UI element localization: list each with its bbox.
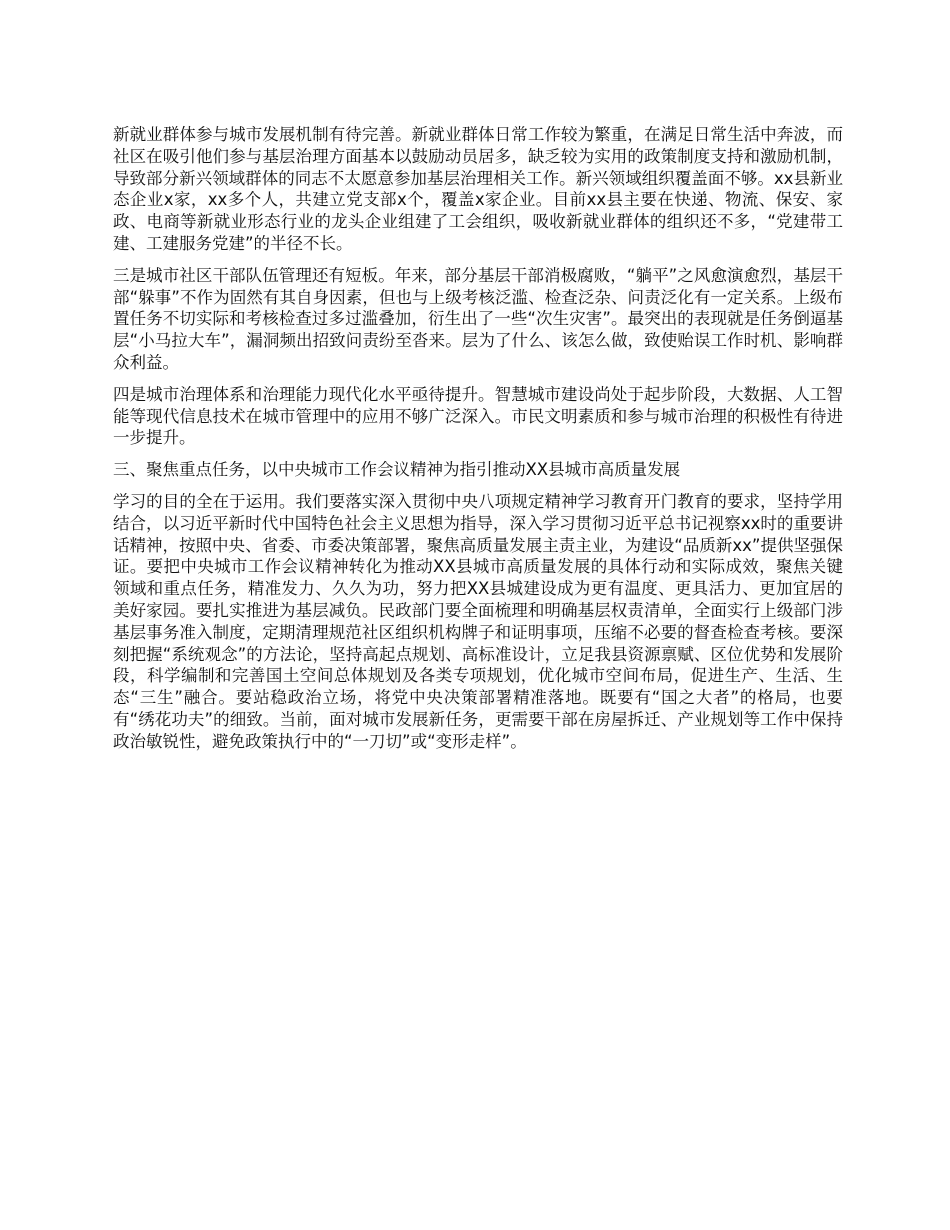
- section-heading: 三、聚焦重点任务，以中央城市工作会议精神为指引推动XX县城市高质量发展: [113, 460, 681, 480]
- document-body: [113, 124, 843, 763]
- paragraph-community-cadres: 三是城市社区干部队伍管理还有短板。年来，部分基层干部消极腐败，“躺平”之风愈演愈烈，基层干部“躲事”不作为固然有其自身因素，但也与上级考核泛滥、检查泛杂、问责泛化有一定关系。上级布置任务不切实际和考核检查过多过滥叠加，衍生出了一些“次生灾害”。最突出的表现就是任务倒逼基层“小马拉大车”，漏洞频出招致问责纷至沓来。层为了什么、该怎么做，致使贻误工作时机、影响群众利益。: [113, 265, 843, 372]
- paragraph-governance-modernization: 四是城市治理体系和治理能力现代化水平亟待提升。智慧城市建设尚处于起步阶段，大数据、人工智能等现代信息技术在城市管理中的应用不够广泛深入。市民文明素质和参与城市治理的积极性有待进一步提升。: [113, 384, 843, 448]
- paragraph-new-employment-groups: 新就业群体参与城市发展机制有待完善。新就业群体日常工作较为繁重，在满足日常生活中奔波，而社区在吸引他们参与基层治理方面基本以鼓励动员居多，缺乏较为实用的政策制度支持和激励机制，导致部分新兴领域群体的同志不太愿意参加基层治理相关工作。新兴领域组织覆盖面不够。xx县新业态企业x家，xx多个人，共建立党支部x个，覆盖x家企业。目前xx县主要在快递、物流、保安、家政、电商等新就业形态行业的龙头企业组建了工会组织，吸收新就业群体的组织还不多，“党建带工建、工建服务党建”的半径不长。: [113, 125, 843, 253]
- paragraph-key-tasks: 学习的目的全在于运用。我们要落实深入贯彻中央八项规定精神学习教育开门教育的要求，坚持学用结合，以习近平新时代中国特色社会主义思想为指导，深入学习贯彻习近平总书记视察xx时的重要讲话精神，按照中央、省委、市委决策部署，聚焦高质量发展主责主业，为建设“品质新xx”提供坚强保证。要把中央城市工作会议精神转化为推动XX县城市高质量发展的具体行动和实际成效，聚焦关键领域和重点任务，精准发力、久久为功，努力把XX县城建设成为更有温度、更具活力、更加宜居的美好家园。要扎实推进为基层减负。民政部门要全面梳理和明确基层权责清单，全面实行上级部门涉基层事务准入制度，定期清理规范社区组织机构牌子和证明事项，压缩不必要的督查检查考核。要深刻把握“系统观念”的方法论，坚持高起点规划、高标准设计，立足我县资源禀赋、区位优势和发展阶段，科学编制和完善国土空间总体规划及各类专项规划，优化城市空间布局，促进生产、生活、生态“三生”融合。要站稳政治立场，将党中央决策部署精准落地。既要有“国之大者”的格局，也要有“绣花功夫”的细致。当前，面对城市发展新任务，更需要干部在房屋拆迁、产业规划等工作中保持政治敏锐性，避免政策执行中的“一刀切”或“变形走样”。: [113, 491, 843, 751]
